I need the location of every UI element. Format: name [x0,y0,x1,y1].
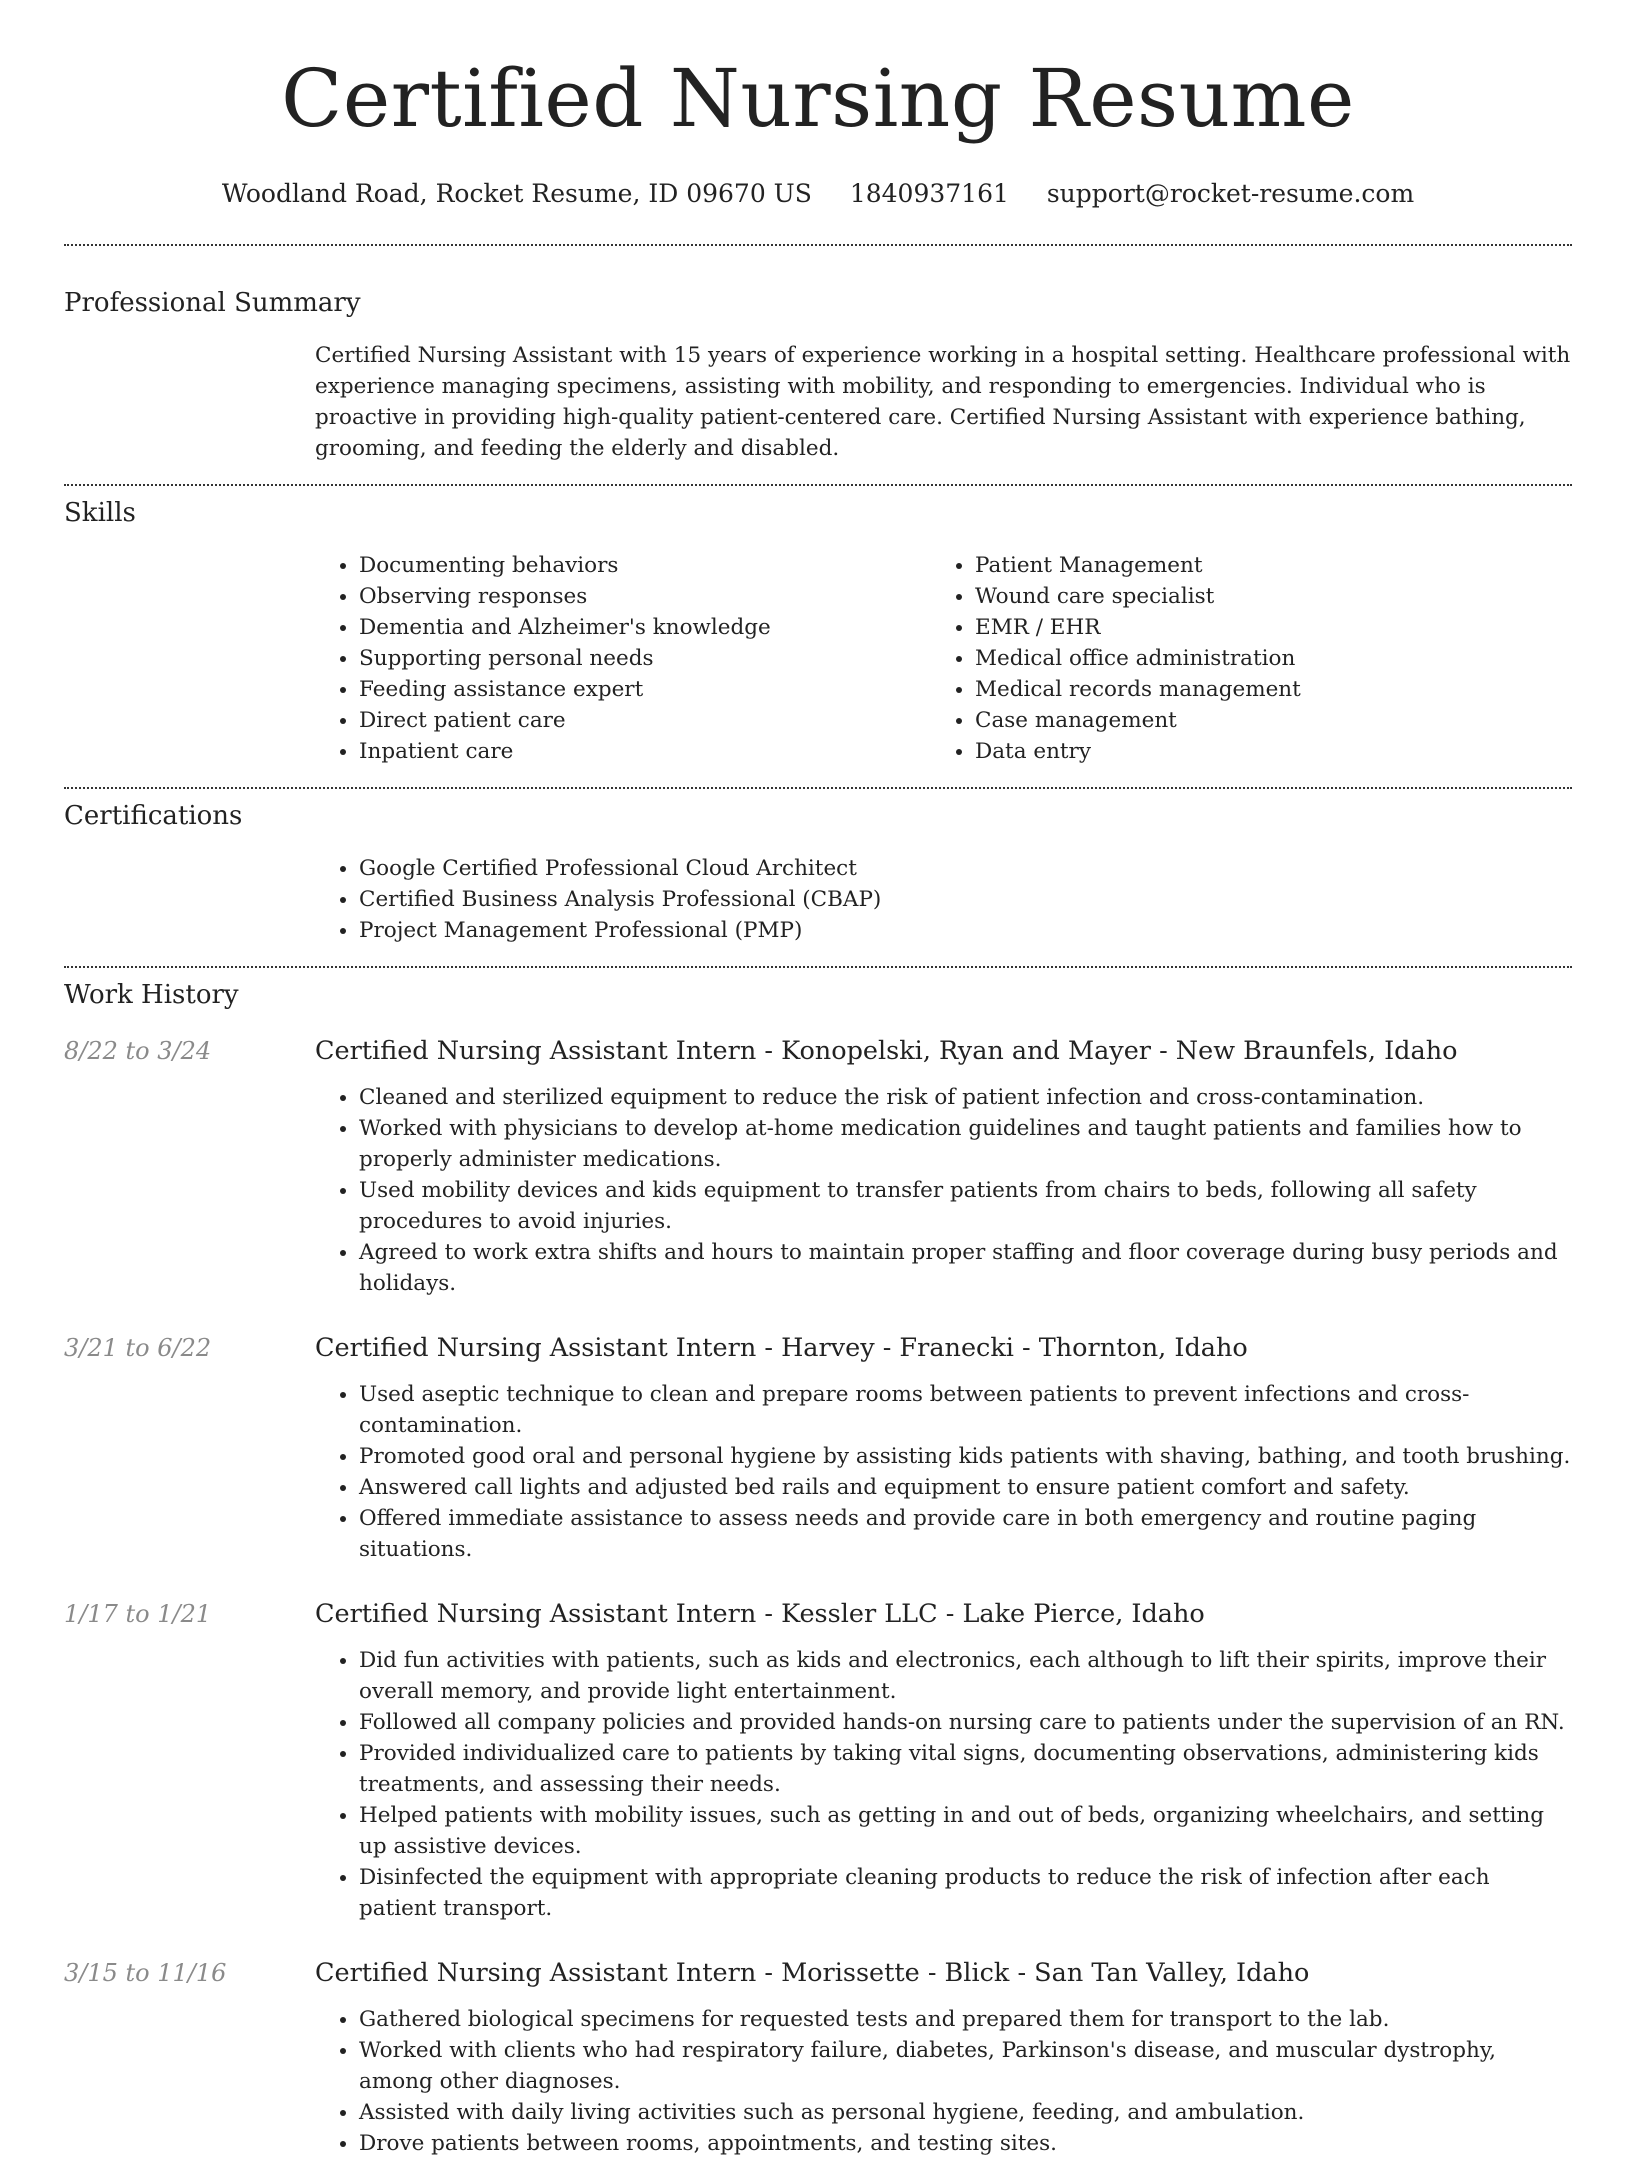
job-entry [64,1956,1572,2159]
contact-phone: 1840937161 [849,179,1009,208]
job-duties [315,1645,1572,1924]
job-dates: 1/17 to 1/21 [64,1600,212,1628]
certification-item: • Certified Business Analysis Professional (CBAP) [359,884,1572,915]
section-divider [64,244,1572,246]
skill-item: • Patient Management [975,550,1572,581]
job-entry [64,1597,1572,1924]
job-duty: • Followed all company policies and provided hands-on nursing care to patients under the supervision of an RN. [359,1707,1572,1738]
section-heading-work-history: Work History [64,980,239,1010]
resume-page [64,0,1572,2159]
job-dates: 8/22 to 3/24 [64,1037,212,1065]
job-duty: • Drove patients between rooms, appointments, and testing sites. [359,2128,1572,2159]
certifications-section [64,799,1572,946]
skill-item: • Medical office administration [975,643,1572,674]
section-heading-summary: Professional Summary [64,288,361,318]
job-duty: • Assisted with daily living activities such as personal hygiene, feeding, and ambulation. [359,2097,1572,2128]
skill-item: • Documenting behaviors [359,550,931,581]
resume-title: Certified Nursing Resume [281,52,1355,145]
job-duty: • Provided individualized care to patients by taking vital signs, documenting observations, administering kids treatments, and assessing their needs. [359,1738,1572,1800]
job-duty: • Disinfected the equipment with appropriate cleaning products to reduce the risk of infection after each patient transport. [359,1862,1572,1924]
job-header-row [64,1331,1572,1365]
skills-list-left [315,550,931,767]
job-duty: • Agreed to work extra shifts and hours to maintain proper staffing and floor coverage during busy periods and holidays. [359,1237,1572,1299]
job-duty: • Worked with clients who had respiratory failure, diabetes, Parkinson's disease, and muscular dystrophy, among other diagnoses. [359,2035,1572,2097]
skills-columns [315,550,1572,767]
skill-item: • Medical records management [975,674,1572,705]
job-duties-list [315,2004,1572,2159]
job-duty: • Cleaned and sterilized equipment to reduce the risk of patient infection and cross-contamination. [359,1082,1572,1113]
job-header-row [64,1956,1572,1990]
job-title: Certified Nursing Assistant Intern - Harvey - Franecki - Thornton, Idaho [315,1333,1248,1363]
job-title: Certified Nursing Assistant Intern - Kessler LLC - Lake Pierce, Idaho [315,1599,1205,1629]
job-header-row [64,1034,1572,1068]
section-divider [64,966,1572,968]
skill-item: • Direct patient care [359,705,931,736]
section-heading-certifications: Certifications [64,801,243,831]
job-duty: • Helped patients with mobility issues, such as getting in and out of beds, organizing wheelchairs, and setting up assistive devices. [359,1800,1572,1862]
section-divider [64,787,1572,789]
skill-item: • Inpatient care [359,736,931,767]
job-duty: • Answered call lights and adjusted bed rails and equipment to ensure patient comfort and safety. [359,1472,1572,1503]
summary-text: Certified Nursing Assistant with 15 years of experience working in a hospital setting. Healthcare professional with experience managing specimens, assisting with mobility, and responding to emergencies. Individual who is proactive in providing high-quality patient-centered care. Certified Nursing Assistant with experience bathing, grooming, and feeding the elderly and disabled. [315,343,1571,461]
skill-item: • Wound care specialist [975,581,1572,612]
job-dates: 3/21 to 6/22 [64,1334,212,1362]
skill-item: • Data entry [975,736,1572,767]
summary-body [315,340,1572,464]
job-duty: • Promoted good oral and personal hygiene by assisting kids patients with shaving, bathing, and tooth brushing. [359,1441,1572,1472]
certifications-list [315,853,1572,946]
job-dates: 3/15 to 11/16 [64,1959,227,1987]
job-title: Certified Nursing Assistant Intern - Konopelski, Ryan and Mayer - New Braunfels, Idaho [315,1036,1458,1066]
skill-item: • Case management [975,705,1572,736]
certifications-body [315,853,1572,946]
contact-address: Woodland Road, Rocket Resume, ID 09670 US [221,179,812,208]
job-duty: • Used aseptic technique to clean and prepare rooms between patients to prevent infections and cross-contamination. [359,1379,1572,1441]
skills-section [64,496,1572,767]
job-duty: • Did fun activities with patients, such as kids and electronics, each although to lift their spirits, improve their overall memory, and provide light entertainment. [359,1645,1572,1707]
job-duties-list [315,1645,1572,1924]
job-duties [315,1082,1572,1299]
certification-item: • Project Management Professional (PMP) [359,915,1572,946]
job-entry [64,1331,1572,1565]
skill-item: • Feeding assistance expert [359,674,931,705]
job-duties-list [315,1082,1572,1299]
work-history-section [64,978,1572,2159]
job-duties [315,1379,1572,1565]
certification-item: • Google Certified Professional Cloud Architect [359,853,1572,884]
section-divider [64,484,1572,486]
skills-list-right [931,550,1572,767]
contact-line [64,178,1572,210]
skill-item: • EMR / EHR [975,612,1572,643]
job-duty: • Worked with physicians to develop at-home medication guidelines and taught patients and families how to properly administer medications. [359,1113,1572,1175]
job-duty: • Gathered biological specimens for requested tests and prepared them for transport to the lab. [359,2004,1572,2035]
summary-section [64,286,1572,464]
job-header-row [64,1597,1572,1631]
job-duty: • Offered immediate assistance to assess needs and provide care in both emergency and routine paging situations. [359,1503,1572,1565]
job-duties [315,2004,1572,2159]
job-duty: • Used mobility devices and kids equipment to transfer patients from chairs to beds, following all safety procedures to avoid injuries. [359,1175,1572,1237]
section-heading-skills: Skills [64,498,136,528]
job-title: Certified Nursing Assistant Intern - Morissette - Blick - San Tan Valley, Idaho [315,1958,1310,1988]
skill-item: • Dementia and Alzheimer's knowledge [359,612,931,643]
contact-email: support@rocket-resume.com [1046,179,1415,208]
job-duties-list [315,1379,1572,1565]
skill-item: • Supporting personal needs [359,643,931,674]
skill-item: • Observing responses [359,581,931,612]
job-entry [64,1034,1572,1299]
